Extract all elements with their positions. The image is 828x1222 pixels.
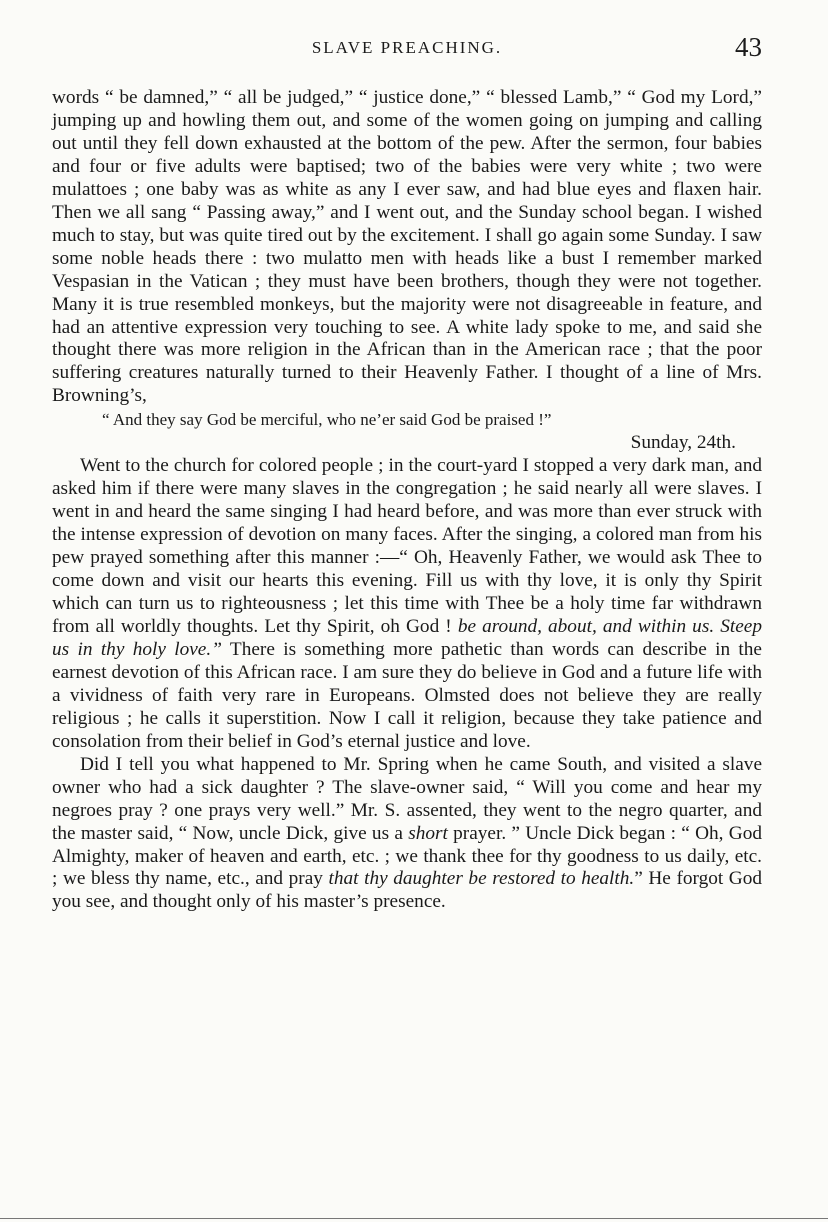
paragraph-2-italic: be around, about, and within us. Steep us in thy holy love.” — [52, 615, 762, 660]
paragraph-1: words “ be damned,” “ all be judged,” “ justice done,” “ blessed Lamb,” “ God my Lord,” jumping up and howling them out, and some of the women going on jumping and calling out until they fell down exhausted at the bottom of the pew. After the sermon, four babies and four or five adults were baptised; two of the babies were very white ; two were mulattoes ; one baby was as white as any I ever saw, and had blue eyes and flaxen hair. Then we all sang “ Passing away,” and I went out, and the Sunday school began. I wished much to stay, but was quite tired out by the excitement. I shall go again some Sunday. I saw some noble heads there : two mulatto men with heads like a bust I remember marked Vespasian in the Vatican ; they must have been brothers, though they were not together. Many it is true resembled monkeys, but the majority were not disagreeable in feature, and had an attentive expression very touching to see. A white lady spoke to me, and said she thought there was more religion in the African than in the American race ; that the poor suffering creatures naturally turned to their Heavenly Father. I thought of a line of Mrs. Browning’s, — [52, 87, 762, 407]
paragraph-3-text-a: Did I tell you what happened to Mr. Spring when he came South, and visited a slave owner who had a sick daughter ? The slave-owner said, “ Will you come and hear my negroes pray ? one prays very well.” Mr. S. assented, they went to the negro quarter, and the master said, “ Now, uncle Dick, give us a — [52, 753, 762, 844]
paragraph-2-text-a: Went to the church for colored people ; in the court-yard I stopped a very dark man, and asked him if there were many slaves in the congregation ; he said nearly all were slaves. I went in and heard the same singing I had heard before, and was more than ever struck with the intense expression of devotion on many faces. After the singing, a colored man from his pew prayed something after this manner :—“ Oh, Heavenly Father, we would ask Thee to come down and visit our hearts this evening. Fill us with thy love, it is only thy Spirit which can turn us to righteousness ; let this time with Thee be a holy time far withdrawn from all worldly thoughts. Let thy Spirit, oh God ! — [52, 455, 762, 637]
paragraph-2-text-b: There is something more pathetic than words can describe in the earnest devotion of this African race. I am sure they do believe in God and a future life with a vividness of faith very rare in Europeans. Olmsted does not believe they are really religious ; he calls it superstition. Now I call it religion, because they take patience and consolation from their belief in God’s eternal justice and love. — [52, 638, 762, 752]
paragraph-3-text-c: ” He forgot God you see, and thought only of his master’s presence. — [52, 868, 763, 913]
quoted-verse: “ And they say God be merciful, who ne’er said God be praised !” — [102, 410, 552, 430]
paragraph-3-short: short — [408, 822, 448, 844]
body-text — [52, 87, 762, 914]
paragraph-3-italic: that thy daughter be restored to health. — [328, 868, 635, 890]
paragraph-2 — [52, 455, 762, 753]
dateline: Sunday, 24th. — [630, 432, 736, 454]
paragraph-3 — [52, 754, 762, 915]
bottom-rule — [0, 1218, 828, 1219]
page-number: 43 — [735, 32, 762, 62]
page-header — [52, 32, 762, 66]
paragraph-3-text-b: prayer. ” Uncle Dick began : “ Oh, God Almighty, maker of heaven and earth, etc. ; we thank thee for thy goodness to us daily, etc. ; we bless thy name, etc., and pray — [52, 822, 762, 890]
running-title: SLAVE PREACHING. — [311, 38, 503, 57]
